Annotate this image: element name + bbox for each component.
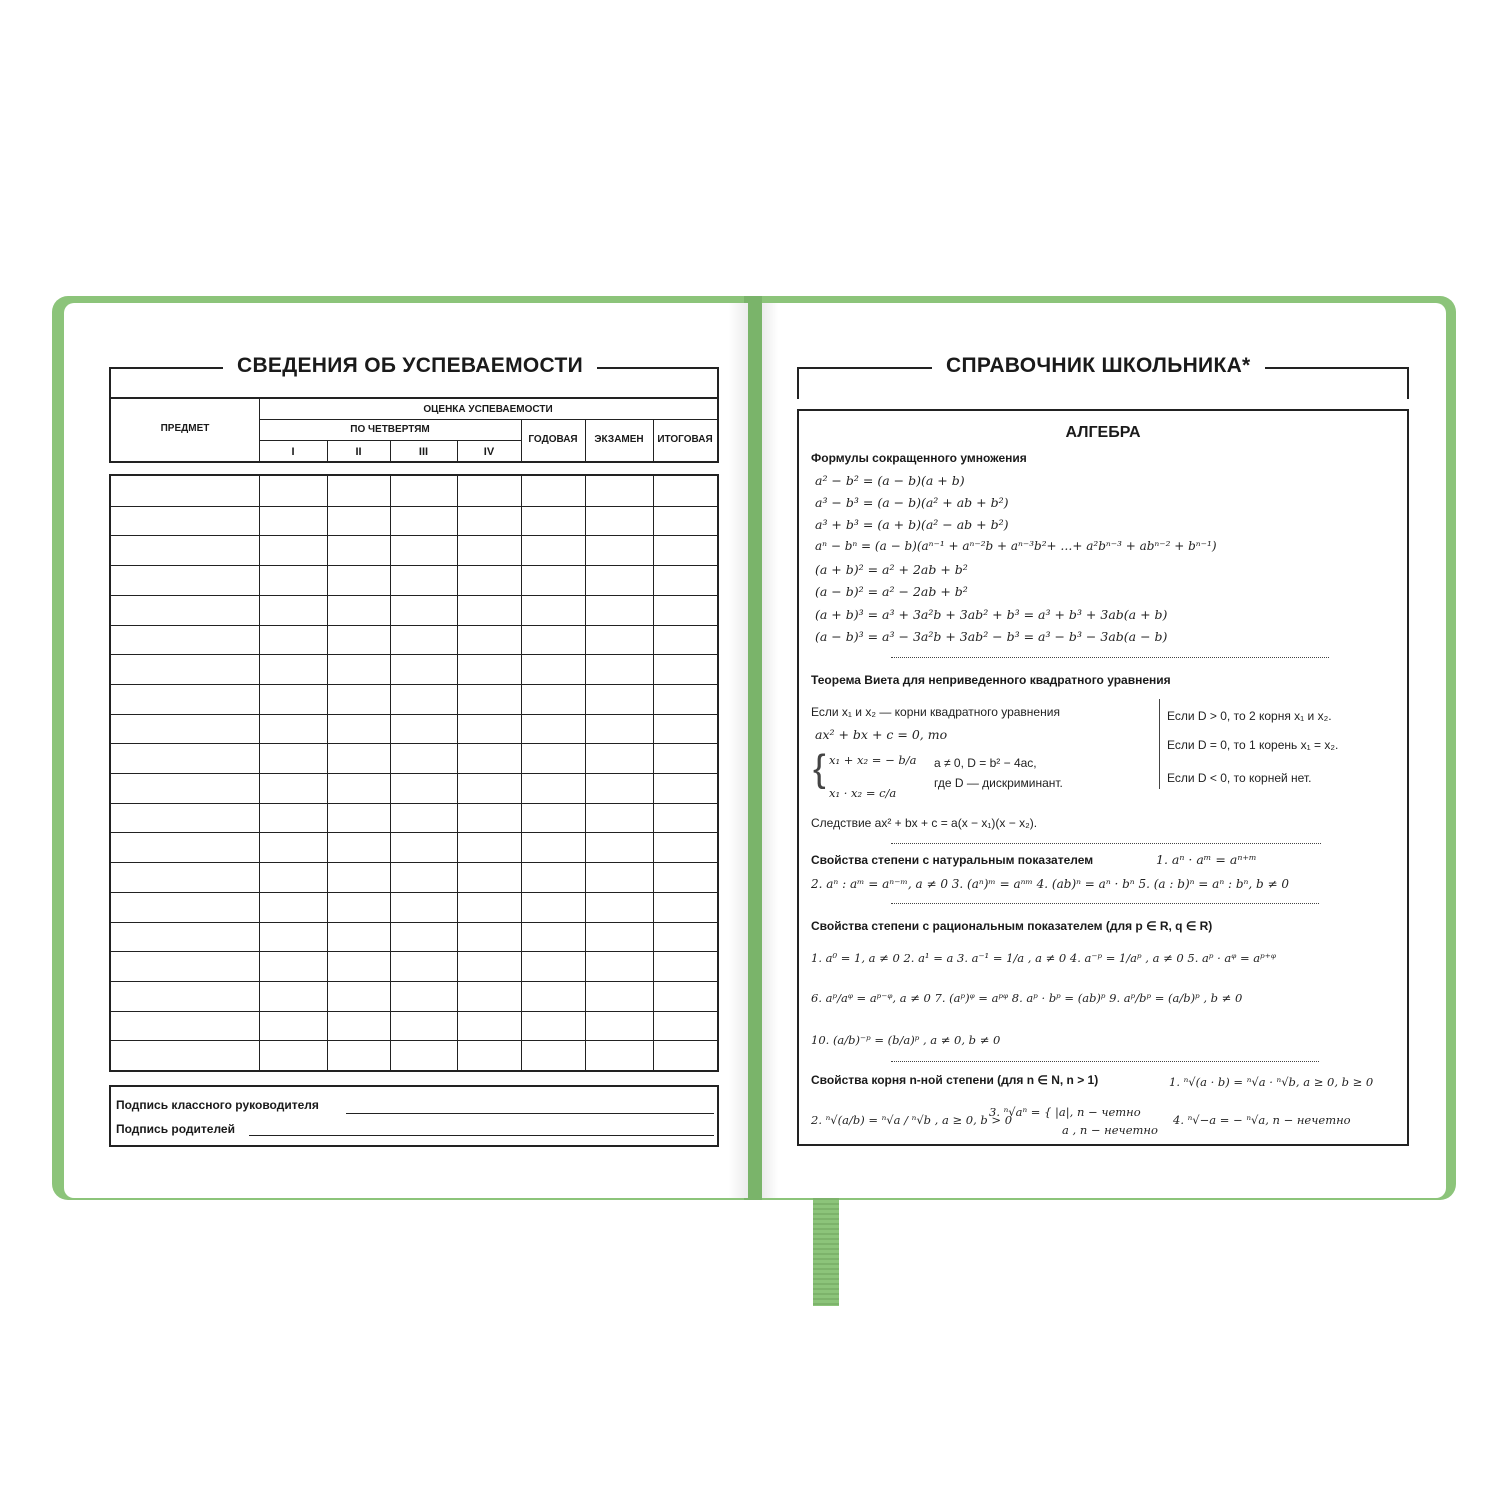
grid-row-line (111, 535, 717, 536)
rat-power-line-3: 10. (a/b)⁻ᵖ = (b/a)ᵖ , a ≠ 0, b ≠ 0 (811, 1033, 1001, 1047)
section-divider (891, 843, 1321, 844)
reference-box (797, 409, 1409, 1146)
vieta-condition: a ≠ 0, D = b² − 4ac, (934, 756, 1037, 770)
section-divider (891, 657, 1329, 658)
formula-row: aⁿ − bⁿ = (a − b)(aⁿ⁻¹ + aⁿ⁻²b + aⁿ⁻³b²+ …+ a²bⁿ⁻³ + abⁿ⁻² + bⁿ⁻¹) (815, 539, 1217, 553)
formula-row: a³ − b³ = (a − b)(a² + ab + b²) (815, 495, 1009, 510)
col-annual: ГОДОВАЯ (528, 434, 578, 445)
vieta-sum: x₁ + x₂ = − b/a (829, 753, 917, 767)
grid-row-line (111, 773, 717, 774)
teacher-signature-label: Подпись классного руководителя (116, 1098, 319, 1112)
grades-title-frame (109, 354, 719, 399)
col-subject: ПРЕДМЕТ (160, 423, 210, 434)
grades-title: СВЕДЕНИЯ ОБ УСПЕВАЕМОСТИ (223, 354, 597, 378)
d-negative: Если D < 0, то корней нет. (1167, 771, 1312, 785)
formula-row: (a + b)³ = a³ + 3a²b + 3ab² + b³ = a³ + b³ + 3ab(a + b) (815, 607, 1168, 622)
nat-power-rest: 2. aⁿ : aᵐ = aⁿ⁻ᵐ, a ≠ 0 3. (aⁿ)ᵐ = aⁿᵐ 4. (ab)ⁿ = aⁿ · bⁿ 5. (a : b)ⁿ = aⁿ : bⁿ, b ≠ 0 (811, 877, 1290, 891)
d-zero: Если D = 0, то 1 корень x₁ = x₂. (1167, 738, 1339, 752)
col-q2: II (355, 446, 362, 458)
section-divider (891, 903, 1319, 904)
vieta-corollary: Следствие ax² + bx + c = a(x − x₁)(x − x₂). (811, 816, 1038, 830)
grid-row-line (111, 862, 717, 863)
right-page (762, 303, 1446, 1198)
vieta-text-2: ax² + bx + c = 0, то (815, 727, 948, 742)
grades-table-header (109, 397, 719, 463)
reference-title-frame (797, 354, 1409, 399)
col-q3: III (418, 446, 429, 458)
grid-row-line (111, 654, 717, 655)
rat-power-line-2: 6. aᵖ/aᵠ = aᵖ⁻ᵠ, a ≠ 0 7. (aᵖ)ᵠ = aᵖᵠ 8. aᵖ · bᵖ = (ab)ᵖ 9. aᵖ/bᵖ = (a/b)ᵖ , b ≠ 0 (811, 991, 1243, 1005)
bookmark-ribbon[interactable] (813, 1190, 839, 1306)
root-1: 1. ⁿ√(a · b) = ⁿ√a · ⁿ√b, a ≥ 0, b ≥ 0 (1169, 1075, 1374, 1089)
reference-title: СПРАВОЧНИК ШКОЛЬНИКА* (932, 354, 1265, 378)
root-heading: Свойства корня n-ной степени (для n ∈ N, n > 1) (811, 1073, 1099, 1087)
nat-power-heading: Свойства степени с натуральным показателем (811, 853, 1094, 867)
parent-signature-line[interactable] (249, 1135, 714, 1136)
rat-power-heading: Свойства степени с рациональным показателем (для p ∈ R, q ∈ R) (811, 919, 1213, 933)
section-divider (891, 1061, 1319, 1062)
formula-row: a³ + b³ = (a + b)(a² − ab + b²) (815, 517, 1009, 532)
vieta-discriminant: где D — дискриминант. (934, 776, 1063, 790)
vieta-separator (1159, 699, 1160, 789)
grid-row-line (111, 565, 717, 566)
grid-row-line (111, 803, 717, 804)
system-brace: { (813, 748, 826, 790)
col-q4: IV (483, 446, 495, 458)
teacher-signature-line[interactable] (346, 1113, 714, 1114)
grid-row-line (111, 922, 717, 923)
grid-row-line (111, 506, 717, 507)
formula-row: (a − b)² = a² − 2ab + b² (815, 584, 968, 599)
grid-row-line (111, 832, 717, 833)
vieta-text-1: Если x₁ и x₂ — корни квадратного уравнения (811, 705, 1060, 719)
col-grade-assessment: ОЦЕНКА УСПЕВАЕМОСТИ (423, 404, 553, 415)
left-page (64, 303, 748, 1198)
grid-row-line (111, 1011, 717, 1012)
col-final: ИТОГОВАЯ (657, 434, 713, 445)
parent-signature-label: Подпись родителей (116, 1122, 235, 1136)
grid-row-line (111, 684, 717, 685)
col-quarters: ПО ЧЕТВЕРТЯМ (350, 424, 430, 435)
formula-row: a² − b² = (a − b)(a + b) (815, 473, 965, 488)
grid-row-line (111, 743, 717, 744)
rat-power-line-1: 1. a⁰ = 1, a ≠ 0 2. a¹ = a 3. a⁻¹ = 1/a , a ≠ 0 4. a⁻ᵖ = 1/aᵖ , a ≠ 0 5. aᵖ · aᵠ = aᵖ⁺ᵠ (811, 951, 1276, 965)
formula-row: (a + b)² = a² + 2ab + b² (815, 562, 968, 577)
root-3a: 3. ⁿ√aⁿ = { |a|, n − четно (989, 1105, 1141, 1119)
grid-row-line (111, 892, 717, 893)
root-4: 4. ⁿ√−a = − ⁿ√a, n − нечетно (1173, 1113, 1351, 1127)
vieta-heading: Теорема Виета для неприведенного квадратного уравнения (811, 673, 1171, 687)
grid-row-line (111, 625, 717, 626)
formula-row: (a − b)³ = a³ − 3a²b + 3ab² − b³ = a³ − b³ − 3ab(a − b) (815, 629, 1168, 644)
algebra-heading: АЛГЕБРА (1065, 424, 1141, 441)
nat-power-1: 1. aⁿ · aᵐ = aⁿ⁺ᵐ (1156, 852, 1257, 867)
grid-row-line (111, 981, 717, 982)
vieta-product: x₁ · x₂ = c/a (829, 786, 897, 800)
grid-row-line (111, 595, 717, 596)
abbrev-heading: Формулы сокращенного умножения (811, 451, 1027, 465)
root-2: 2. ⁿ√(a/b) = ⁿ√a / ⁿ√b , a ≥ 0, b > 0 (811, 1113, 1013, 1127)
signature-box (109, 1085, 719, 1147)
grades-grid[interactable] (109, 474, 719, 1072)
col-q1: I (291, 446, 295, 458)
root-3b: a , n − нечетно (1062, 1123, 1158, 1137)
grid-row-line (111, 1040, 717, 1041)
grid-row-line (111, 951, 717, 952)
col-exam: ЭКЗАМЕН (594, 434, 644, 445)
grid-row-line (111, 714, 717, 715)
d-positive: Если D > 0, то 2 корня x₁ и x₂. (1167, 709, 1332, 723)
